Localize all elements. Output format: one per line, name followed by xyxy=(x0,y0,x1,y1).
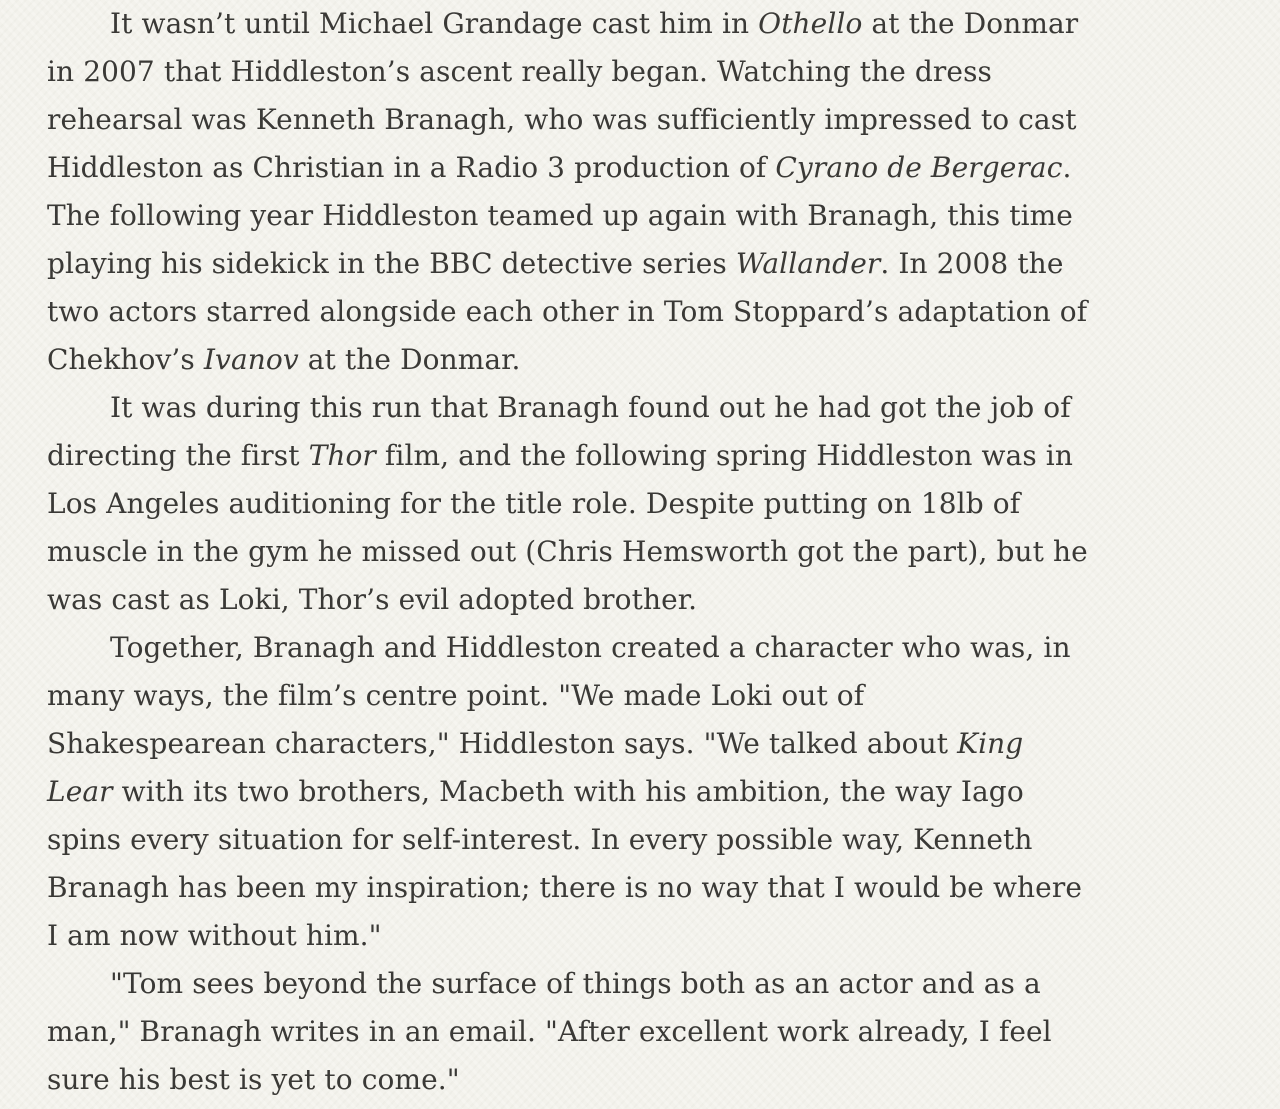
italic-text-segment: King xyxy=(957,727,1024,760)
text-segment: Los Angeles auditioning for the title role. Despite putting on 18lb of xyxy=(47,487,1021,520)
text-segment: It wasn’t until Michael Grandage cast him in xyxy=(110,7,759,40)
text-segment: Chekhov’s xyxy=(47,343,204,376)
text-segment: man," Branagh writes in an email. "After excellent work already, I feel xyxy=(47,1015,1052,1048)
text-segment: in 2007 that Hiddleston’s ascent really began. Watching the dress xyxy=(47,55,993,88)
text-segment: Hiddleston as Christian in a Radio 3 production of xyxy=(47,151,776,184)
text-segment: I am now without him." xyxy=(47,919,382,952)
text-segment: playing his sidekick in the BBC detective series xyxy=(47,247,736,280)
text-segment: many ways, the film’s centre point. "We made Loki out of xyxy=(47,679,865,712)
italic-text-segment: Wallander xyxy=(735,247,881,280)
text-segment: muscle in the gym he missed out (Chris Hemsworth got the part), but he xyxy=(47,535,1088,568)
italic-text-segment: Othello xyxy=(758,7,863,40)
paragraph xyxy=(47,0,1240,384)
italic-text-segment: Ivanov xyxy=(203,343,299,376)
text-segment: directing the first xyxy=(47,439,309,472)
text-segment: spins every situation for self-interest. In every possible way, Kenneth xyxy=(47,823,1033,856)
italic-text-segment: Cyrano de Bergerac xyxy=(775,151,1063,184)
text-segment: was cast as Loki, Thor’s evil adopted brother. xyxy=(47,583,698,616)
article-body xyxy=(47,0,1240,1104)
text-segment: Shakespearean characters," Hiddleston says. "We talked about xyxy=(47,727,958,760)
text-segment: . In 2008 the xyxy=(880,247,1064,280)
text-segment: "Tom sees beyond the surface of things both as an actor and as a xyxy=(110,967,1041,1000)
text-segment: two actors starred alongside each other in Tom Stoppard’s adaptation of xyxy=(47,295,1088,328)
paragraph xyxy=(47,384,1240,624)
text-segment: It was during this run that Branagh found out he had got the job of xyxy=(110,391,1071,424)
text-segment: film, and the following spring Hiddleston was in xyxy=(375,439,1073,472)
text-segment: at the Donmar. xyxy=(298,343,521,376)
text-segment: rehearsal was Kenneth Branagh, who was sufficiently impressed to cast xyxy=(47,103,1077,136)
text-segment: The following year Hiddleston teamed up again with Branagh, this time xyxy=(47,199,1073,232)
text-segment: sure his best is yet to come." xyxy=(47,1063,460,1096)
text-segment: Together, Branagh and Hiddleston created a character who was, in xyxy=(110,631,1071,664)
paragraph xyxy=(47,624,1240,960)
paragraph xyxy=(47,960,1240,1104)
italic-text-segment: Lear xyxy=(47,775,113,808)
text-segment: Branagh has been my inspiration; there is no way that I would be where xyxy=(47,871,1083,904)
text-segment: at the Donmar xyxy=(862,7,1079,40)
text-segment: with its two brothers, Macbeth with his ambition, the way Iago xyxy=(112,775,1024,808)
italic-text-segment: Thor xyxy=(308,439,376,472)
text-segment: . xyxy=(1062,151,1072,184)
